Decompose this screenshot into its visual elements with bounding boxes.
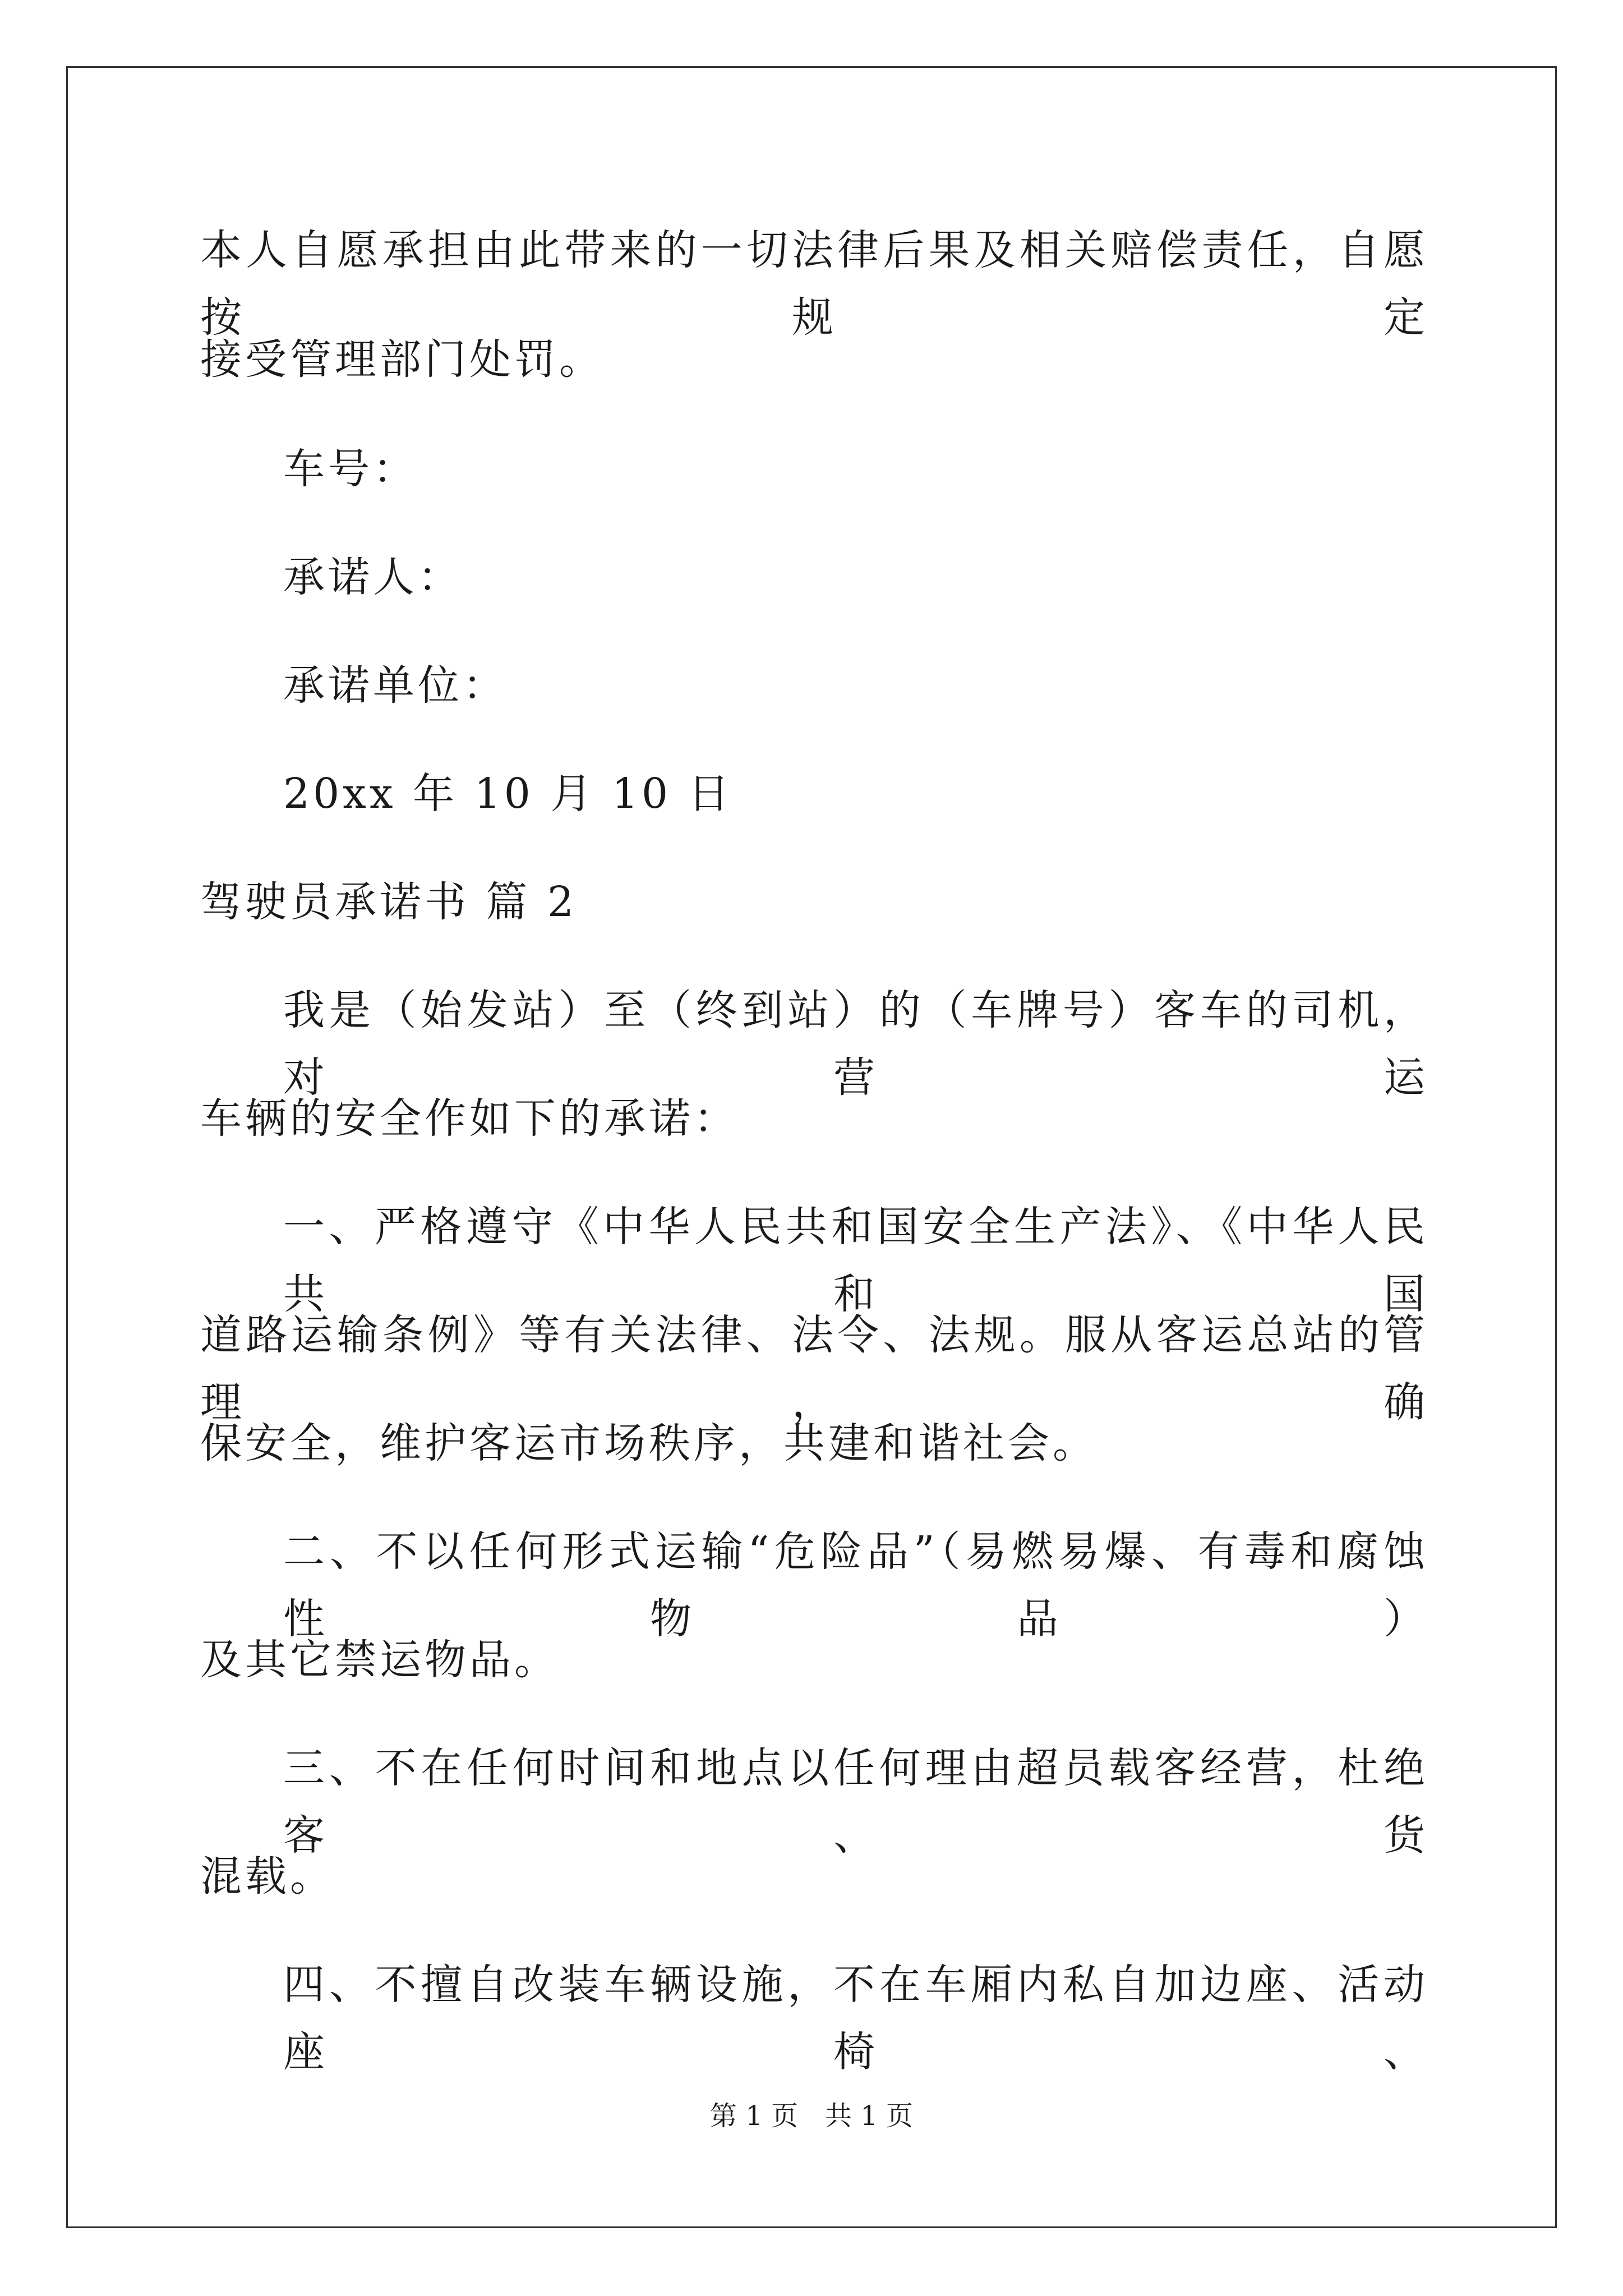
paragraph-line: 混载。 (200, 1852, 335, 1901)
page-footer (0, 2098, 1623, 2134)
paragraph-line: 车辆的安全作如下的承诺： (200, 1094, 739, 1143)
paragraph-line: 保安全，维护客运市场秩序，共建和谐社会。 (200, 1419, 1098, 1467)
section-title: 驾驶员承诺书 篇 2 (200, 878, 578, 926)
paragraph-line: 三、不在任何时间和地点以任何理由超员载客经营，杜绝客、货 (283, 1744, 1428, 1860)
paragraph-line: 一、严格遵守《中华人民共和国安全生产法》、《中华人民共和国 (283, 1203, 1428, 1318)
paragraph-line: 四、不擅自改装车辆设施，不在车厢内私自加边座、活动座椅、 (283, 1961, 1428, 2076)
paragraph-line: 接受管理部门处罚。 (200, 335, 604, 384)
date-line: 20xx 年 10 月 10 日 (283, 770, 733, 818)
promising-unit-label: 承诺单位： (283, 661, 508, 710)
page-number-total: 共 1 页 (825, 2100, 914, 2132)
paragraph-line: 本人自愿承担由此带来的一切法律后果及相关赔偿责任，自愿按规定 (200, 226, 1428, 342)
paragraph-line: 及其它禁运物品。 (200, 1636, 559, 1684)
car-number-label: 车号： (283, 445, 418, 493)
page-number-current: 第 1 页 (709, 2100, 798, 2132)
promisor-label: 承诺人： (283, 553, 463, 601)
paragraph-line: 我是（始发站）至（终到站）的（车牌号）客车的司机，对营运 (283, 986, 1428, 1102)
paragraph-line: 道路运输条例》等有关法律、法令、法规。服从客运总站的管理，确 (200, 1311, 1428, 1427)
paragraph-line: 二、不以任何形式运输“危险品”（易燃易爆、有毒和腐蚀性物品） (283, 1527, 1428, 1643)
